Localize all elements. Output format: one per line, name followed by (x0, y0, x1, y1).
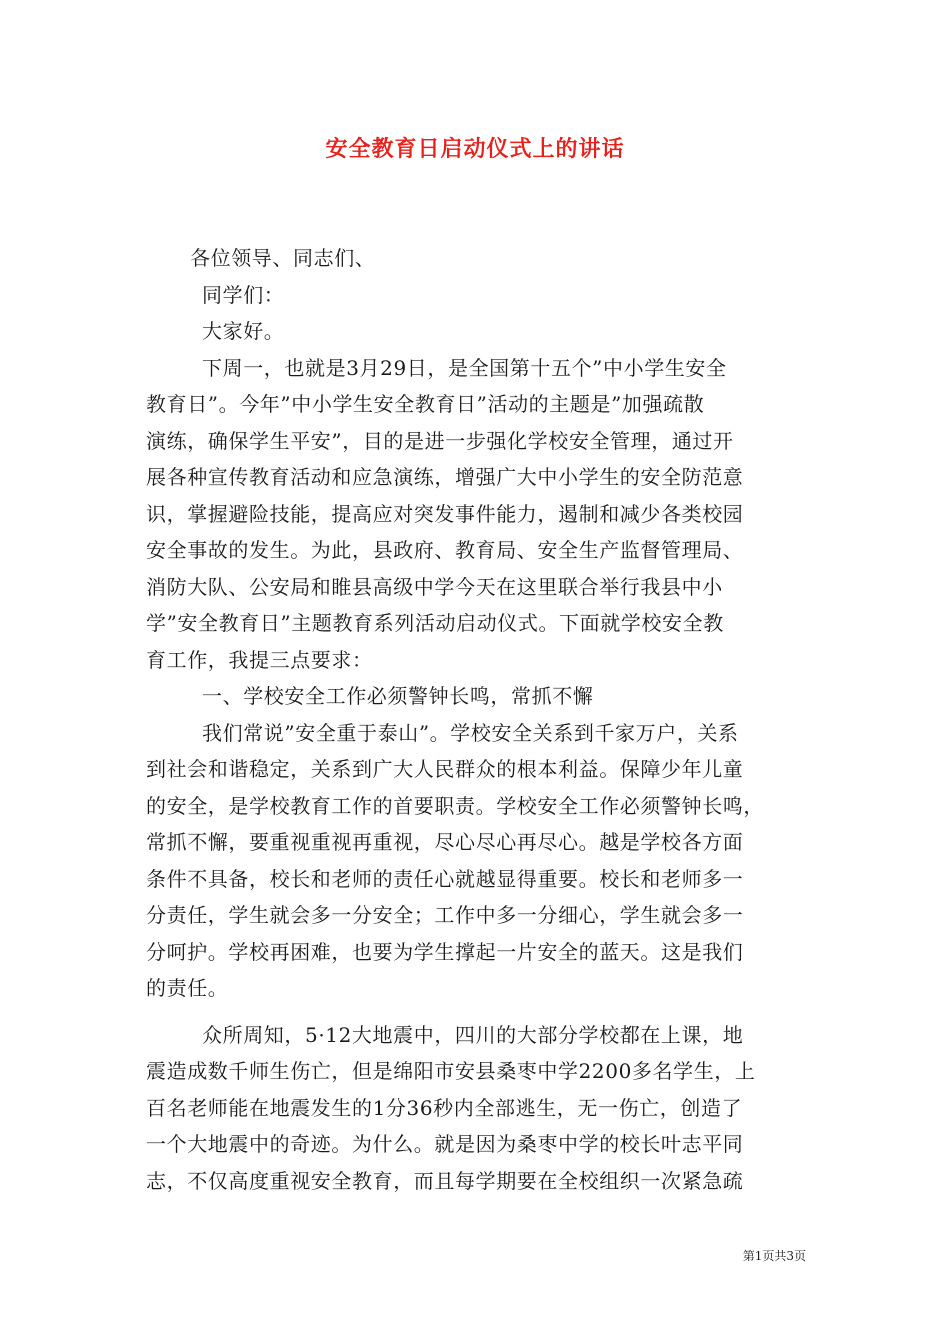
document-body (146, 240, 811, 1199)
paragraph-line: 震造成数千师生伤亡，但是绵阳市安县桑枣中学2200多名学生，上 (146, 1059, 756, 1083)
document-title: 安全教育日启动仪式上的讲话 (325, 137, 625, 162)
page-number: 第1页共3页 (742, 1249, 806, 1263)
paragraph-line: 消防大队、公安局和睢县高级中学今天在这里联合举行我县中小 (146, 574, 723, 599)
paragraph-line: 到社会和谐稳定，关系到广大人民群众的根本利益。保障少年儿童 (146, 757, 744, 781)
paragraph-line: 分呵护。学校再困难，也要为学生撑起一片安全的蓝天。这是我们 (146, 939, 744, 964)
section-heading: 一、学校安全工作必须警钟长鸣，常抓不懈 (202, 684, 594, 708)
paragraph-line: 我们常说”安全重于泰山”。学校安全关系到千家万户，关系 (202, 720, 739, 745)
paragraph-line: 分责任，学生就会多一分安全；工作中多一分细心，学生就会多一 (146, 903, 744, 927)
paragraph-line: 一个大地震中的奇迹。为什么。就是因为桑枣中学的校长叶志平同 (146, 1132, 744, 1156)
paragraph-line: 演练，确保学生平安”，目的是进一步强化学校安全管理，通过开 (146, 428, 734, 453)
paragraph-line: 志，不仅高度重视安全教育，而且每学期要在全校组织一次紧急疏 (146, 1168, 744, 1193)
paragraph-line: 安全事故的发生。为此，县政府、教育局、安全生产监督管理局、 (146, 538, 744, 562)
paragraph-line: 条件不具备，校长和老师的责任心就越显得重要。校长和老师多一 (146, 866, 744, 891)
salutation-line: 各位领导、同志们、 (190, 246, 376, 270)
paragraph-line: 常抓不懈，要重视重视再重视，尽心尽心再尽心。越是学校各方面 (146, 830, 744, 854)
paragraph-line: 教育日”。今年”中小学生安全教育日”活动的主题是”加强疏散 (146, 392, 705, 416)
paragraph-line: 众所周知，5·12大地震中，四川的大部分学校都在上课，地 (202, 1022, 744, 1047)
paragraph-line: 学”安全教育日”主题教育系列活动启动仪式。下面就学校安全教 (146, 611, 724, 635)
paragraph-line: 的责任。 (146, 976, 229, 1000)
paragraph-line: 育工作，我提三点要求： (146, 647, 373, 672)
greeting-line: 大家好。 (202, 319, 285, 343)
paragraph-gap (146, 1007, 811, 1017)
salutation-line: 同学们： (202, 282, 285, 307)
paragraph-line: 展各种宣传教育活动和应急演练，增强广大中小学生的安全防范意 (146, 465, 744, 489)
paragraph-line: 百名老师能在地震发生的1分36秒内全部逃生，无一伤亡，创造了 (146, 1095, 743, 1120)
paragraph-line: 识，掌握避险技能，提高应对突发事件能力，遏制和减少各类校园 (146, 501, 744, 526)
paragraph-line: 下周一，也就是3月29日，是全国第十五个”中小学生安全 (202, 355, 727, 380)
paragraph-line: 的安全，是学校教育工作的首要职责。学校安全工作必须警钟长鸣， (146, 793, 764, 818)
